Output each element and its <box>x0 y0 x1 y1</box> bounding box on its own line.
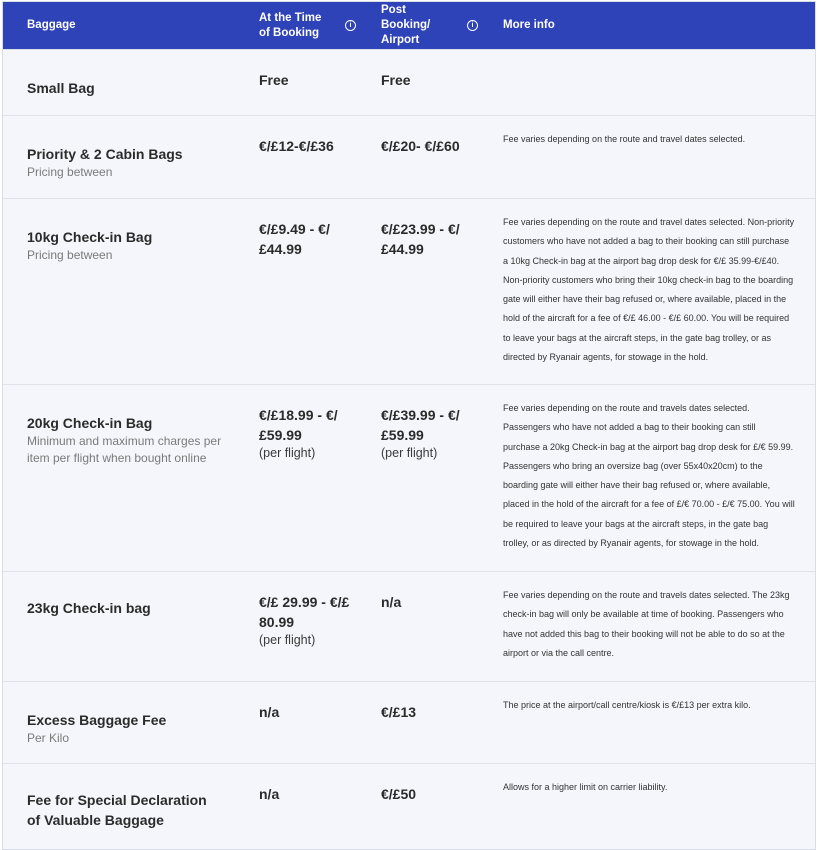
at-booking-price: €/£12-€/£36 <box>259 138 334 154</box>
at-booking-price: €/£9.49 - €/£44.99 <box>259 221 330 257</box>
more-info-text: Allows for a higher limit on carrier liability. <box>503 782 668 792</box>
baggage-name: 20kg Check-in Bag <box>27 415 153 431</box>
more-info-text: Fee varies depending on the route and travels dates selected. The 23kg check-in bag will only be available at time of booking. Passengers who have not added this bag to their booking will not be able to do so at the airport or via the call centre. <box>503 590 790 658</box>
header-time-of-booking <box>235 2 357 49</box>
baggage-name: Fee for Special Declaration of Valuable Baggage <box>27 792 207 828</box>
baggage-name: Excess Baggage Fee <box>27 712 167 728</box>
baggage-fees-table <box>2 1 816 850</box>
row-baggage-cell <box>3 50 235 115</box>
more-info-text: The price at the airport/call centre/kiosk is €/£13 per extra kilo. <box>503 700 751 710</box>
baggage-subtitle: Minimum and maximum charges per item per flight when bought online <box>27 434 222 465</box>
table-row <box>3 571 815 681</box>
at-booking-note: (per flight) <box>259 446 316 460</box>
table-header <box>3 2 815 49</box>
table-row <box>3 198 815 384</box>
baggage-subtitle: Pricing between <box>27 165 113 179</box>
row-baggage-cell <box>3 682 235 763</box>
table-row <box>3 49 815 115</box>
info-icon[interactable]: i <box>467 20 478 31</box>
row-baggage-cell <box>3 199 235 384</box>
more-info-text: Fee varies depending on the route and travel dates selected. <box>503 134 746 144</box>
post-booking-price: €/£39.99 - €/£59.99 <box>381 407 460 443</box>
baggage-subtitle: Pricing between <box>27 248 113 262</box>
post-booking-price: €/£50 <box>381 786 417 802</box>
more-info-text: Fee varies depending on the route and travels dates selected. Passengers who have not added a bag to their booking can still purchase a 20kg Check-in bag at the airport bag drop desk for £/€ 59.99. Passengers who bring an oversize bag (over 55x40x20cm) to the boarding gate will either have their bag refused or, where available, placed in the hold of the aircraft for a fee of £/€ 70.00 - £/€ 75.00. You will be required to leave your bags at the aircraft steps, in the gate bag trolley, or as directed by Ryanair agents, for stowage in the hold. <box>503 403 795 549</box>
header-post-booking <box>357 2 479 49</box>
at-booking-price: n/a <box>259 704 280 720</box>
info-icon[interactable]: i <box>345 20 356 31</box>
post-booking-price: €/£13 <box>381 704 417 720</box>
baggage-name: Small Bag <box>27 80 95 96</box>
header-time-of-booking-label: At the Time of Booking <box>259 11 322 39</box>
table-row <box>3 115 815 198</box>
more-info-text: Fee varies depending on the route and travel dates selected. Non-priority customers who have not added a bag to their booking can still purchase a 10kg Check-in bag at the airport bag drop desk for €/£ 35.99-€/£40. Non-priority customers who bring their 10kg check-in bag to the boarding gate will either have their bag refused or, where available, placed in the hold of the aircraft for a fee of €/£ 46.00 - €/£ 60.00. You will be required to leave your bags at the aircraft steps, in the gate bag trolley, or as directed by Ryanair agents, for stowage in the hold. <box>503 217 795 363</box>
baggage-subtitle: Per Kilo <box>27 731 70 745</box>
row-baggage-cell <box>3 116 235 198</box>
row-baggage-cell <box>3 572 235 681</box>
post-booking-price: €/£20- €/£60 <box>381 138 460 154</box>
at-booking-cell <box>235 572 357 681</box>
post-booking-note: (per flight) <box>381 446 438 460</box>
at-booking-price: €/£18.99 - €/£59.99 <box>259 407 338 443</box>
at-booking-price: Free <box>259 72 289 88</box>
table-row <box>3 763 815 849</box>
baggage-name: Priority & 2 Cabin Bags <box>27 146 183 162</box>
baggage-name: 10kg Check-in Bag <box>27 229 153 245</box>
post-booking-price: Free <box>381 72 411 88</box>
more-info-text <box>479 50 815 115</box>
at-booking-note: (per flight) <box>259 633 316 647</box>
header-more-info: More info <box>503 19 555 31</box>
table-row <box>3 384 815 571</box>
post-booking-price: €/£23.99 - €/£44.99 <box>381 221 460 257</box>
row-baggage-cell <box>3 385 235 571</box>
at-booking-price: n/a <box>259 786 280 802</box>
row-baggage-cell <box>3 764 235 849</box>
table-row <box>3 681 815 763</box>
post-booking-price: n/a <box>381 594 402 610</box>
post-booking-cell <box>357 385 479 571</box>
at-booking-price: €/£ 29.99 - €/£ 80.99 <box>259 594 350 630</box>
baggage-name: 23kg Check-in bag <box>27 600 151 616</box>
header-baggage: Baggage <box>27 19 76 31</box>
header-post-booking-label: Post Booking/ Airport <box>381 4 431 46</box>
at-booking-cell <box>235 385 357 571</box>
